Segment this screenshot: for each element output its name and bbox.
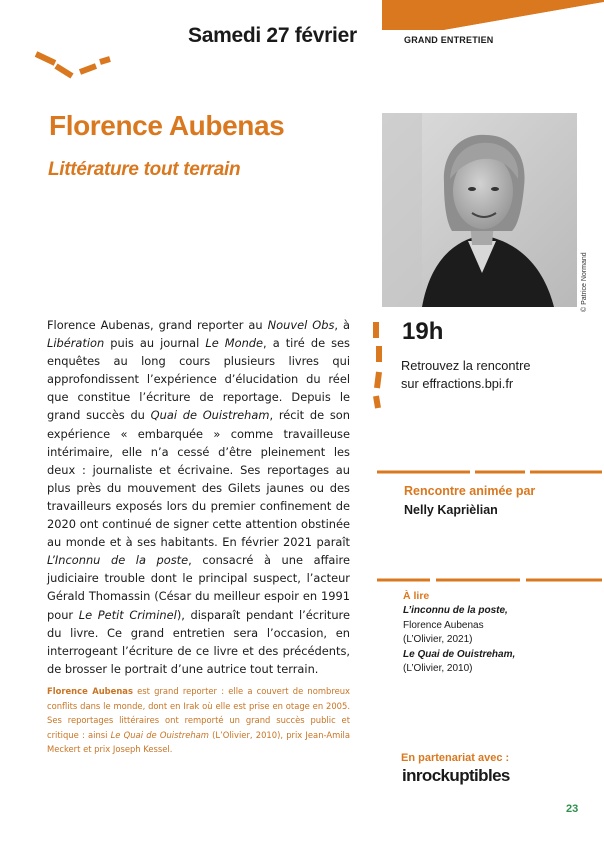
body-run: , à [334,318,351,332]
reading-list [403,604,573,677]
author-bio [47,684,350,757]
reading-label: À lire [403,590,430,602]
book-line: (L’Olivier, 2010) [403,663,473,675]
body-run: Nouvel Obs [267,318,335,332]
body-run: , récit de son expérience « embarquée » comme travailleuse intérimaire, elle n’a cessé d’être pleinement les deux : journaliste et écrivaine. Ses reportages au plus près du mouvement des Gilets jaunes ou des travailleurs exposés lors du premier confinement de 2020 ont continué de signer cette attention obstinée au monde et à ses habitants. En février 2021 paraît [47,408,351,550]
event-date: Samedi 27 février [188,24,357,47]
event-info [401,357,581,392]
page-number: 23 [566,803,579,815]
book-line: (L’Olivier, 2021) [403,634,473,646]
event-info-line1: Retrouvez la rencontre [401,358,531,373]
corner-shape [382,0,604,30]
body-run: puis au journal [104,336,206,351]
body-run: , consacré à une affaire judiciaire trouble dont le principal suspect, l’acteur Gérald Thomassin (César du meilleur espoir en 1991 pour [47,553,351,622]
partner-label: En partenariat avec : [401,752,510,764]
body-run: Libération [47,336,105,351]
body-run: Quai de Ouistreham [150,408,270,423]
body-run: Florence Aubenas, grand reporter au [47,318,268,332]
article-subtitle: Littérature tout terrain [48,159,241,180]
body-run: , a tiré de ses enquêtes au long cours plusieurs livres qui approfondissent l’expérience d’élucidation du réel que constitue l’écriture de reportage. Depuis le grand succès du [47,336,350,423]
bio-run: est grand reporter : elle a couvert de nombreux conflits dans le monde, dont en Irak où elle est prise en otage en 2005. Ses reportages littéraires ont remporté un grand succès public et critique : ainsi [47,686,350,740]
bio-run: (L’Olivier, 2010), prix Jean-Amila Meckert et prix Joseph Kessel. [47,729,351,755]
bio-run: Le Quai de Ouistreham [110,729,209,740]
section-label: GRAND ENTRETIEN [404,35,494,45]
partner-logo: inrockuptibles [402,766,510,785]
moderator-label: Rencontre animée par [404,484,536,498]
book-title: Le Quai de Ouistreham, [403,648,516,660]
body-run: Le Monde [205,336,264,351]
moderator-name: Nelly Kaprièlian [404,503,498,517]
book-line: Florence Aubenas [403,619,484,631]
photo-credit: © Patrice Normand [581,252,588,312]
article-body [47,316,350,678]
author-name: Florence Aubenas [49,110,285,141]
body-run: Le Petit Criminel [78,607,177,622]
author-photo [382,113,577,307]
book-title: L’inconnu de la poste, [403,605,508,616]
event-time: 19h [402,318,444,345]
body-run: ), disparaît pendant l’écriture du livre. Ce grand entretien sera l’occasion, en interrogeant l’écriture de ce livre et des précédents, de brosser le portrait d’une autrice tout terrain. [47,607,350,676]
event-info-line2: sur effractions.bpi.fr [401,375,514,391]
body-run: L’Inconnu de la poste [47,553,189,568]
bio-run: Florence Aubenas [47,686,133,696]
